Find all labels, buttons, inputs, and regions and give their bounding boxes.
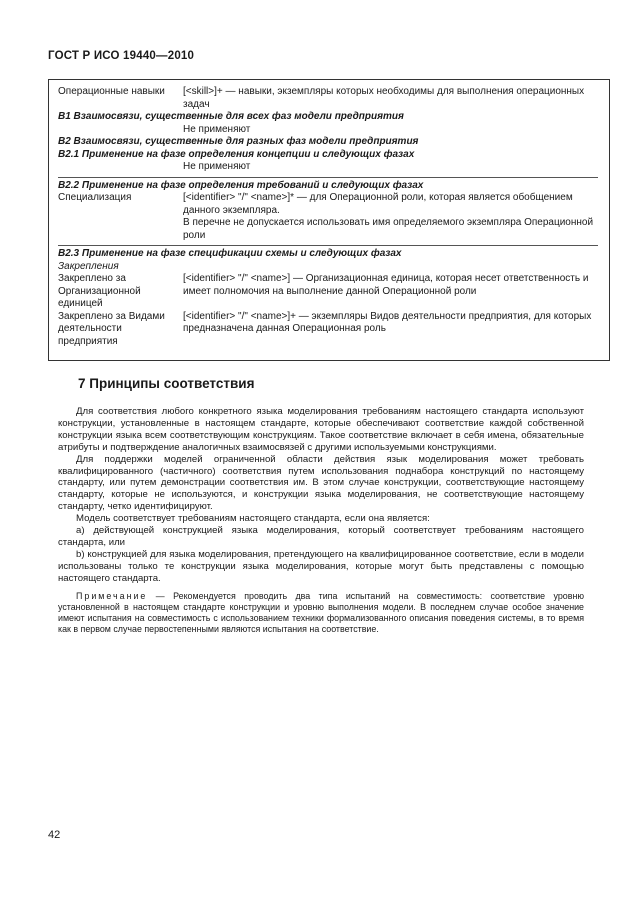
table-row (58, 124, 598, 137)
desc-cell: Не применяют (183, 161, 251, 172)
section-heading-b23: B2.3 Применение на фазе спецификации схемы и следующих фазах (58, 245, 598, 261)
desc-cell: Не применяют (183, 123, 251, 135)
section-heading-b22: B2.2 Применение на фазе определения требований и следующих фазах (58, 177, 598, 193)
term-cell: Операционные навыки (58, 86, 165, 97)
paragraph: Модель соответствует требованиям настоящего стандарта, если она является: (76, 513, 430, 525)
subheading-assignments: Закрепления (58, 260, 119, 272)
term-cell: Закреплено за Организационной единицей (58, 273, 141, 309)
desc-cell: [<skill>]+ — навыки, экземпляры которых необходимы для выполнения операционных задач (183, 86, 585, 110)
term-cell: Специализация (58, 192, 132, 203)
page-number: 42 (48, 829, 61, 841)
term-cell: Закреплено за Видами деятельности предприятия (58, 310, 165, 347)
section-heading-b21: B2.1 Применение на фазе определения концепции и следующих фазах (58, 148, 415, 160)
desc-cell: [<identifier> "/" <name>] — Организационная единица, которая несет ответственность и имеет полномочия на выполнение данной Операционной роли (183, 273, 589, 297)
table-row (58, 86, 598, 111)
note-text: — Рекомендуется проводить два типа испытаний на совместимость: соответствие уровню установленной в настоящем стандарте конструкции и уровню выполнения модели. В последнем случае особое значение имеют испытания на совместимость с использованием техники формализованного описания поведения системы, в то время как в первом случае первостепенными являются испытания на соответствие. (58, 590, 584, 635)
attribute-table (58, 86, 598, 348)
desc-cell: [<identifier> "/" <name>]* — для Операционной роли, которая является обобщением данного экземпляра. (183, 192, 573, 216)
table-row (58, 192, 598, 242)
section-title: 7 Принципы соответствия (78, 376, 255, 391)
paragraph: Для соответствия любого конкретного языка моделирования требованиям настоящего стандарта используют конструкции, установленные в настоящем стандарте, которые обеспечивают соответствие каждой собственной конструкции языка всем соответствующим конструкциям. Такое соответствие включает в себя имена, обязательные атрибуты и подтверждение аналогичных взаимосвязей с другими используемыми конструкциями. (58, 406, 584, 453)
note-label: Примечание (76, 590, 148, 601)
list-item-a: a) действующей конструкцией языка моделирования, который соответствует требованиям настоящего стандарта, или (58, 525, 584, 548)
desc-cell: [<identifier> "/" <name>]+ — экземпляры Видов деятельности предприятия, для которых предназначена данная Операционная роль (183, 310, 592, 334)
paragraph: Для поддержки моделей ограниченной области действия язык моделирования может требовать квалифицированного (частичного) соответствия путем использования поднабора конструкций по настоящему стандарту, или путем демонстрации соответствия им. В этом случае конструкции, соответствующие настоящему стандарту, которые не используются, и конструкции языка моделирования, не соответствующие настоящему стандарту, четко идентифицируют. (58, 453, 584, 513)
list-item-b: b) конструкцией для языка моделирования, претендующего на квалифицированное соответствие, если в модели использованы только те конструкции языка моделирования, которые могут быть представлены с помощью настоящего стандарта. (58, 548, 584, 584)
note (58, 591, 584, 636)
body-text (58, 406, 584, 636)
desc-cell: В перечне не допускается использовать имя определяемого экземпляра Операционной роли (183, 217, 594, 241)
section-heading-b2: B2 Взаимосвязи, существенные для разных фаз модели предприятия (58, 136, 419, 147)
table-row (58, 161, 598, 174)
table-row (58, 273, 598, 311)
section-heading-b1: B1 Взаимосвязи, существенные для всех фаз модели предприятия (58, 111, 404, 122)
document-header: ГОСТ Р ИСО 19440—2010 (48, 50, 195, 62)
table-row (58, 311, 598, 349)
